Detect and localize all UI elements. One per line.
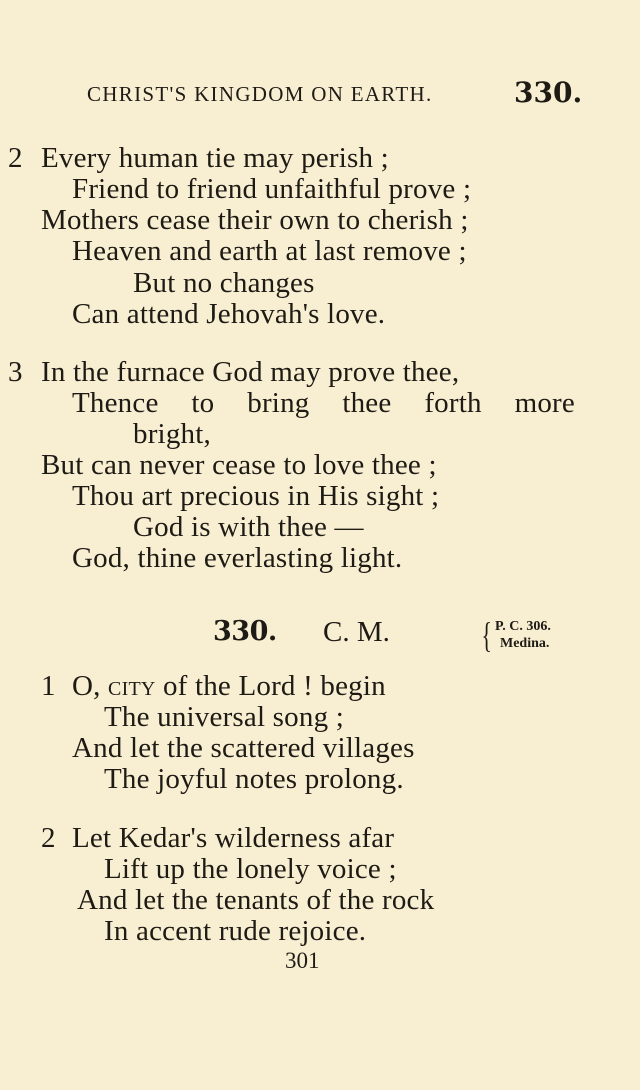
running-header-number: 330. <box>514 76 583 109</box>
verse-line: God, thine everlasting light. <box>72 542 403 574</box>
verse-line: In the furnace God may prove thee, <box>41 356 460 388</box>
stanza-number: 1 <box>41 670 56 702</box>
tune-brace: { <box>481 615 492 655</box>
verse-small-caps: city <box>108 670 156 702</box>
stanza-number: 2 <box>41 822 56 854</box>
verse-word: forth <box>424 387 482 419</box>
verse-line-justified <box>72 387 575 419</box>
verse-line: Let Kedar's wilderness afar <box>72 822 395 854</box>
tune-name: Medina. <box>500 636 550 651</box>
verse-word: Thence <box>72 387 159 419</box>
verse-line: The universal song ; <box>104 701 344 733</box>
verse-line: And let the tenants of the rock <box>77 884 435 916</box>
verse-word: thee <box>342 387 392 419</box>
hymn-number: 330. <box>213 616 277 647</box>
tune-reference: P. C. 306. <box>495 619 551 634</box>
verse-line: God is with thee — <box>133 511 364 543</box>
verse-word: bring <box>247 387 310 419</box>
verse-line: Lift up the lonely voice ; <box>104 853 397 885</box>
verse-line-continuation: bright, <box>133 418 211 450</box>
verse-line: Heaven and earth at last remove ; <box>72 235 467 267</box>
verse-line: The joyful notes prolong. <box>104 763 404 795</box>
verse-line: Every human tie may perish ; <box>41 142 389 174</box>
verse-text: of the Lord ! begin <box>155 670 386 702</box>
stanza-number: 3 <box>8 356 23 388</box>
verse-line: But can never cease to love thee ; <box>41 449 437 481</box>
verse-line: But no changes <box>133 267 315 299</box>
verse-line: Mothers cease their own to cherish ; <box>41 204 469 236</box>
page-number: 301 <box>285 948 320 973</box>
verse-line: Thou art precious in His sight ; <box>72 480 440 512</box>
verse-line: And let the scattered villages <box>72 732 415 764</box>
hymn-meter: C. M. <box>323 616 390 648</box>
stanza-number: 2 <box>8 142 23 174</box>
verse-word: more <box>514 387 575 419</box>
verse-word: to <box>191 387 215 419</box>
verse-line: Friend to friend unfaithful prove ; <box>72 173 472 205</box>
verse-line: Can attend Jehovah's love. <box>72 298 386 330</box>
verse-text: O, <box>72 670 109 702</box>
verse-line: In accent rude rejoice. <box>104 915 367 947</box>
verse-line-first <box>72 670 386 702</box>
running-header-title: CHRIST'S KINGDOM ON EARTH. <box>87 82 433 106</box>
